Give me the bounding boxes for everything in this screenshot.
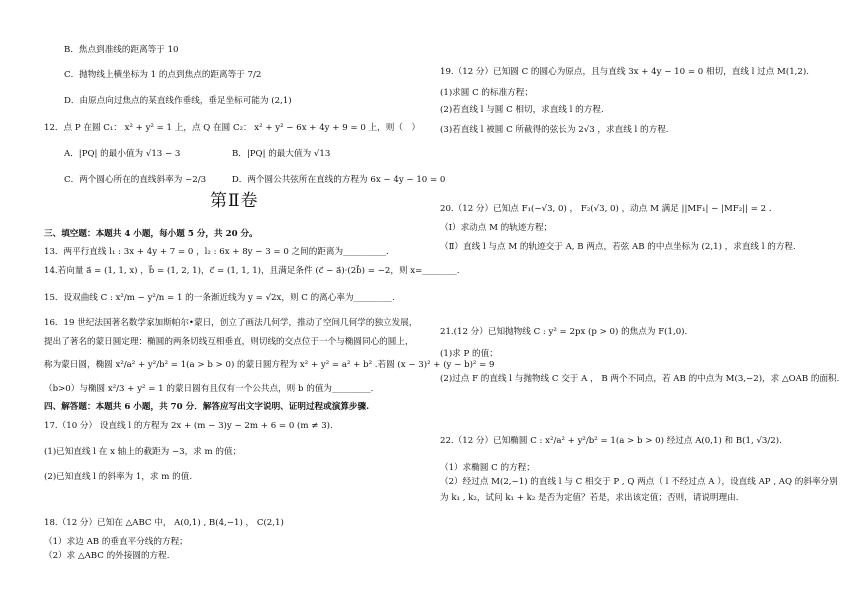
question-22-part-2: （2）经过点 M(2,−1) 的直线 l 与 C 相交于 P , Q 两点（ l 不经过点 A ），设直线 AP , AQ 的斜率分别 (440, 477, 838, 487)
question-21-part-2: (2)过点 F 的直线 l 与抛物线 C 交于 A ， B 两个不同点，若 AB 的中点为 M(3,−2)，求 △OAB 的面积. (440, 374, 840, 384)
question-20: 20.（12 分）已知点 F₁(−√3, 0) ， F₂(√3, 0) ，动点 M 满足 ||MF₁| − |MF₂|| = 2 . (440, 204, 772, 214)
question-15: 15．设双曲线 C : x²/m − y²/n = 1 的一条渐近线为 y = √2x，则 C 的离心率为_________. (44, 293, 395, 303)
question-19-part-3: (3)若直线 l 被圆 C 所截得的弦长为 2√3 ，求直线 l 的方程. (440, 125, 669, 135)
question-20-part-1: （Ⅰ）求动点 M 的轨迹方程； (440, 223, 553, 233)
question-16-line-1: 16．19 世纪法国著名数学家加斯帕尔•蒙日，创立了画法几何学，推动了空间几何学的独立发展， (44, 318, 418, 328)
question-19: 19.（12 分）已知圆 C 的圆心为原点，且与直线 3x + 4y − 10 = 0 相切，直线 l 过点 M(1,2). (440, 67, 809, 77)
question-19-part-1: (1)求圆 C 的标准方程； (440, 88, 533, 98)
question-21: 21.(12 分）已知抛物线 C : y² = 2px (p > 0) 的焦点为 F(1,0). (440, 327, 688, 337)
option-c-q11: C．抛物线上横坐标为 1 的点到焦点的距离等于 7/2 (64, 70, 262, 80)
question-14: 14.若向量 a⃗ = (1, 1, x) ，b⃗ = (1, 2, 1)，c⃗ = (1, 1, 1)，且满足条件 (c⃗ − a⃗)·(2b⃗) = −2，则 x=________. (44, 266, 460, 276)
question-17: 17.（10 分） 设直线 l 的方程为 2x + (m − 3)y − 2m + 6 = 0 (m ≠ 3). (44, 421, 333, 431)
question-19-part-2: (2)若直线 l 与圆 C 相切，求直线 l 的方程. (440, 105, 604, 115)
question-16-line-4: （b>0）与椭圆 x²/3 + y² = 1 的蒙日圆有且仅有一个公共点，则 b 的值为_________. (44, 384, 374, 394)
option-b-q11: B．焦点到准线的距离等于 10 (64, 45, 179, 55)
question-22-part-1: （1）求椭圆 C 的方程； (440, 463, 535, 473)
options-cd-q12: C．两个圆心所在的直线斜率为 −2/3 D．两个圆公共弦所在直线的方程为 6x − 4y − 10 = 0 (64, 175, 446, 185)
question-13: 13．两平行直线 l₁ : 3x + 4y + 7 = 0 ，l₂ : 6x + 8y − 3 = 0 之间的距离为__________. (44, 247, 389, 257)
option-d-q11: D．由原点向过焦点的某直线作垂线，垂足坐标可能为 (2,1) (64, 96, 292, 106)
options-ab-q12: A．|PQ| 的最小值为 √13 − 3 B．|PQ| 的最大值为 √13 (64, 149, 331, 159)
question-22: 22.（12 分）已知椭圆 C : x²/a² + y²/b² = 1(a > b > 0) 经过点 A(0,1) 和 B(1, √3/2). (440, 436, 782, 446)
question-16-line-2: 提出了著名的蒙日圆定理：椭圆的两条切线互相垂直，则切线的交点位于一个与椭圆同心的圆上， (44, 337, 414, 347)
question-18-part-2: （2）求 △ABC 的外接圆的方程. (44, 551, 170, 561)
question-18: 18.（12 分）已知在 △ABC 中， A(0,1) , B(4,−1) ， C(2,1) (44, 518, 284, 528)
question-12: 12．点 P 在圆 C₁： x² + y² = 1 上，点 Q 在圆 C₂： x² + y² − 6x + 4y + 9 = 0 上，则（ ） (44, 123, 421, 133)
section-heading: 第Ⅱ卷 (210, 191, 259, 211)
question-22-part-2-cont: 为 k₁ , k₂，试问 k₁ + k₂ 是否为定值？若是，求出该定值；否则，请说明理由. (440, 493, 739, 503)
question-18-part-1: （1）求边 AB 的垂直平分线的方程； (44, 537, 188, 547)
question-20-part-2: （Ⅱ）直线 l 与点 M 的轨迹交于 A, B 两点，若弦 AB 的中点坐标为 (2,1) ，求直线 l 的方程. (440, 242, 796, 252)
question-17-part-1: (1)已知直线 l 在 x 轴上的截距为 −3，求 m 的值； (44, 447, 242, 457)
answer-header: 四、解答题：本题共 6 小题，共 70 分．解答应写出文字说明、证明过程或演算步骤. (44, 402, 370, 412)
fill-in-header: 三、填空题：本题共 4 小题，每小题 5 分，共 20 分。 (44, 229, 258, 239)
question-21-part-1: (1)求 P 的值； (440, 349, 498, 359)
question-16-line-3: 称为蒙日圆，椭圆 x²/a² + y²/b² = 1(a > b > 0) 的蒙日圆方程为 x² + y² = a² + b² .若圆 (x − 3)² + (y − b)² = 9 (44, 360, 495, 370)
question-17-part-2: (2)已知直线 l 的斜率为 1，求 m 的值. (44, 472, 193, 482)
